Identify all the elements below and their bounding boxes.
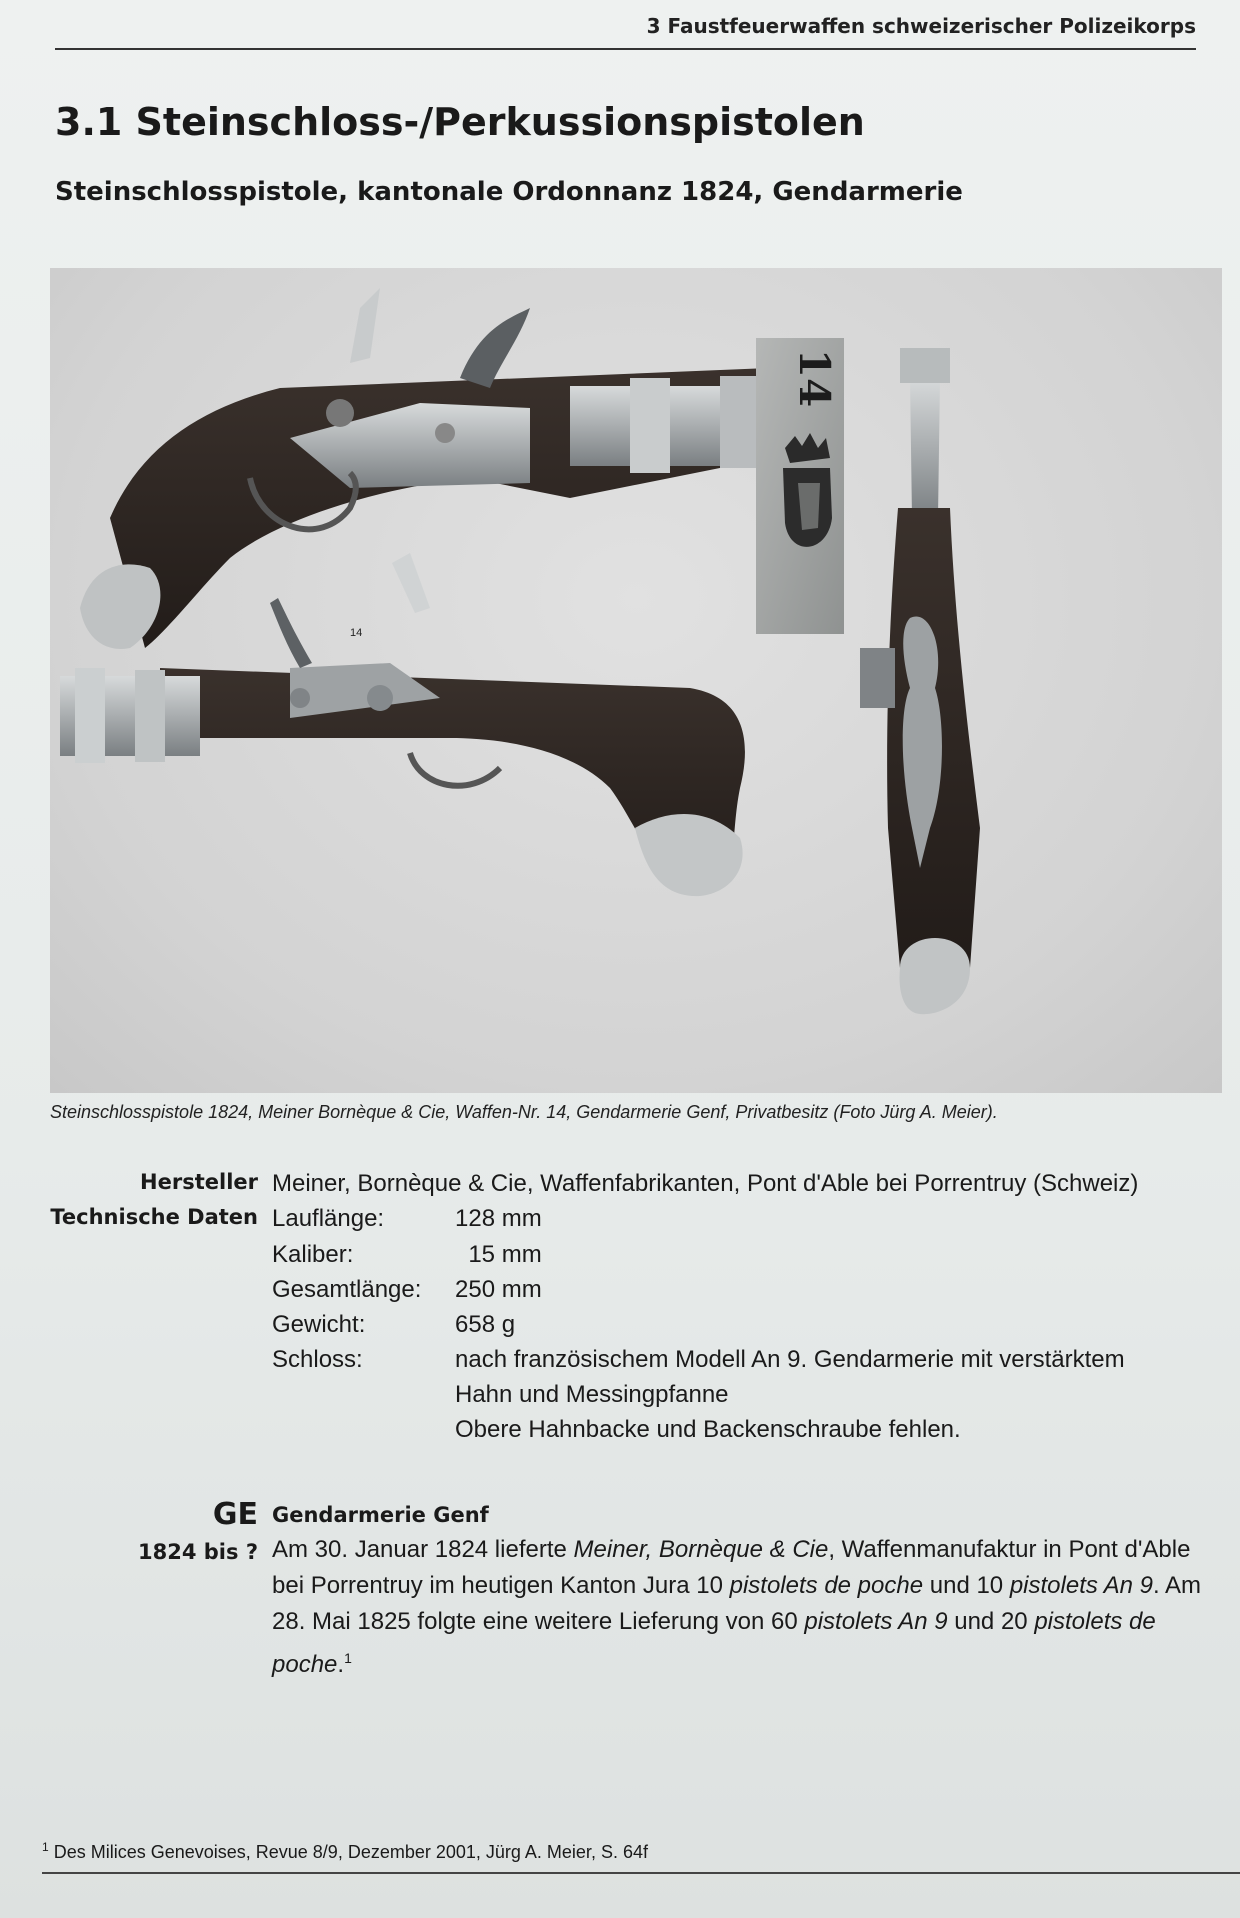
spec-row-gesamtlaenge — [0, 1276, 1240, 1312]
spec-value: 250 mm — [455, 1276, 542, 1303]
spec-row-lauflaenge — [0, 1205, 1240, 1241]
running-head: 3 Faustfeuerwaffen schweizerischer Polizeikorps — [646, 14, 1196, 38]
text-run-italic: pistolets An 9 — [804, 1608, 948, 1635]
text-run: und 20 — [947, 1608, 1035, 1635]
spec-row-schloss-cont-2 — [0, 1416, 1240, 1452]
text-run-italic: pistolets de poche — [272, 1608, 1156, 1678]
spec-row-schloss-cont-1 — [0, 1381, 1240, 1417]
spec-name: Kaliber: — [272, 1241, 354, 1268]
footnote-text: Des Milices Genevoises, Revue 8/9, Dezember 2001, Jürg A. Meier, S. 64f — [48, 1842, 648, 1862]
tech-data-label: Technische Daten — [50, 1205, 258, 1229]
header-rule — [55, 48, 1196, 50]
spec-value-continued: Hahn und Messingpfanne — [455, 1381, 729, 1408]
manufacturer-value: Meiner, Bornèque & Cie, Waffenfabrikanten, Pont d'Able bei Porrentruy (Schweiz) — [272, 1170, 1139, 1197]
text-run-italic: pistolets An 9 — [1009, 1572, 1154, 1599]
section-title: 3.1 Steinschloss-/Perkussionspistolen — [55, 100, 865, 144]
canton-code: GE — [212, 1497, 258, 1532]
stamp-number: 14 — [790, 348, 839, 408]
section-subtitle: Steinschlosspistole, kantonale Ordonnanz 1824, Gendarmerie — [55, 177, 963, 207]
spec-row-kaliber — [0, 1241, 1240, 1277]
spec-value: 15 mm — [455, 1241, 542, 1268]
spec-row-schloss — [0, 1346, 1240, 1382]
spec-value: 658 g — [455, 1311, 516, 1338]
pistol-photo — [50, 268, 1222, 1093]
spec-value: 128 mm — [455, 1205, 542, 1232]
text-run: , Waffenmanufaktur in Pont d'Able bei Porrentruy im heutigen Kanton Jura 10 — [272, 1536, 1191, 1599]
canton-years: 1824 bis ? — [138, 1540, 258, 1564]
footnote — [42, 1840, 648, 1863]
spec-value: nach französischem Modell An 9. Gendarmerie mit verstärktem — [455, 1346, 1125, 1373]
text-run: Am 30. Januar 1824 lieferte — [272, 1536, 574, 1563]
figure-caption: Steinschlosspistole 1824, Meiner Bornèque & Cie, Waffen-Nr. 14, Gendarmerie Genf, Privatbesitz (Foto Jürg A. Meier). — [50, 1102, 998, 1122]
spec-name: Gewicht: — [272, 1311, 366, 1338]
stamp-closeup — [756, 338, 844, 634]
barrel-stamp-number: 14 — [350, 627, 363, 639]
spec-name: Gesamtlänge: — [272, 1276, 422, 1303]
text-run-italic: Meiner, Bornèque & Cie — [573, 1536, 829, 1563]
footnote-ref: 1 — [344, 1650, 352, 1666]
spec-name: Schloss: — [272, 1346, 363, 1373]
pistol-left-side — [80, 288, 775, 649]
spec-row-gewicht — [0, 1311, 1240, 1347]
manufacturer-label: Hersteller — [140, 1170, 258, 1194]
footer-rule — [42, 1872, 1240, 1874]
manufacturer-row — [0, 1170, 1240, 1206]
text-run: . Am 28. Mai 1825 folgte eine weitere Lieferung von 60 — [272, 1572, 1202, 1635]
text-run: und 10 — [923, 1572, 1010, 1599]
footnote-marker: 1 — [42, 1840, 49, 1854]
pistol-top-view — [860, 348, 980, 1014]
spec-name: Lauflänge: — [272, 1205, 385, 1232]
text-run: . — [337, 1651, 345, 1678]
text-run-italic: pistolets de poche — [729, 1572, 924, 1599]
spec-value-continued: Obere Hahnbacke und Backenschraube fehlen. — [455, 1416, 961, 1443]
canton-name: Gendarmerie Genf — [272, 1503, 489, 1527]
canton-paragraph — [272, 1532, 1222, 1683]
